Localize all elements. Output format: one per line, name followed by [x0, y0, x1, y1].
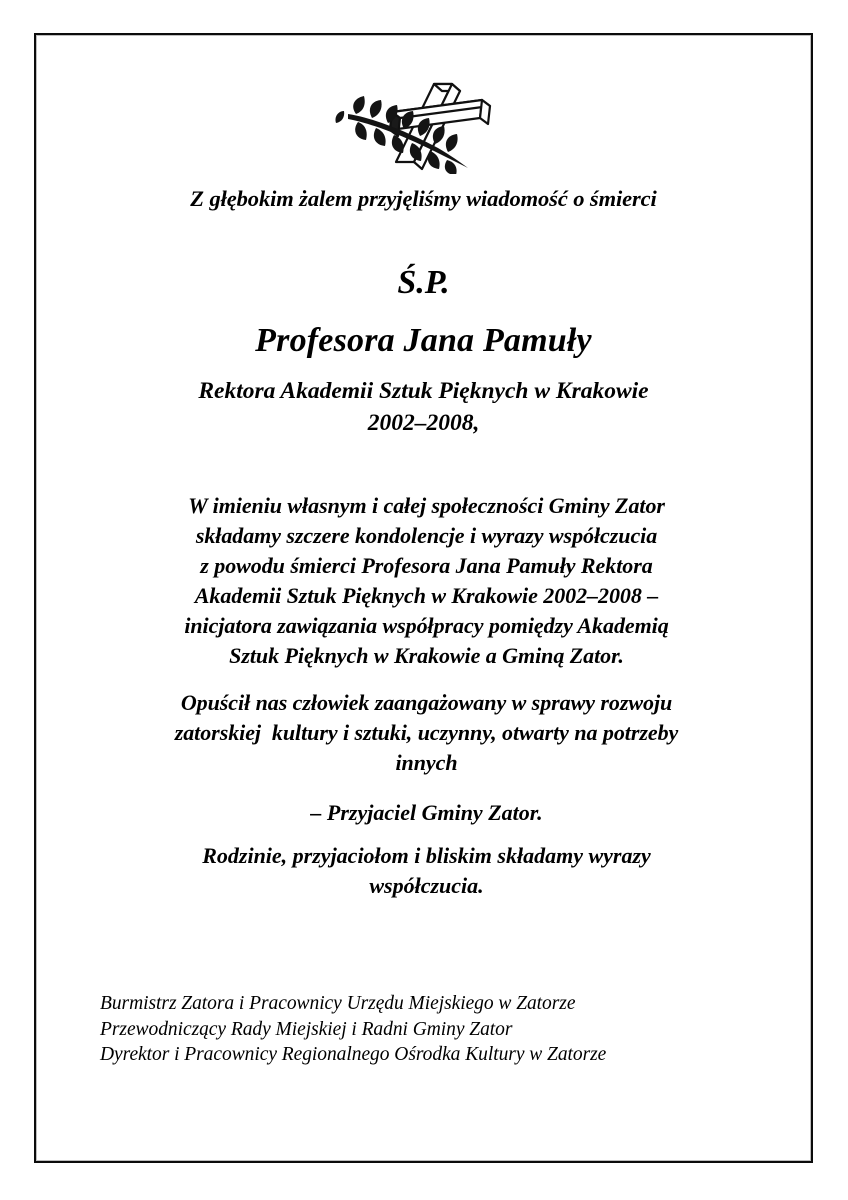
signature-block	[100, 991, 800, 1068]
paragraph-2-line-1: Opuścił nas człowiek zaangażowany w sprawy rozwoju	[180, 690, 673, 715]
signature-line-3: Dyrektor i Pracownicy Regionalnego Ośrodka Kultury w Zatorze	[100, 1044, 607, 1065]
honorific-sp: Ś.P.	[397, 264, 450, 301]
emblem-container	[37, 78, 810, 174]
deceased-role	[37, 376, 810, 439]
condolence-paragraph-4	[77, 841, 776, 901]
condolence-paragraph-2	[77, 688, 776, 778]
paragraph-4-line-2: współczucia.	[369, 873, 484, 898]
lead-text: Z głębokim żalem przyjęliśmy wiadomość o śmierci	[190, 186, 657, 211]
paragraph-1-line-6: Sztuk Pięknych w Krakowie a Gminą Zator.	[229, 643, 624, 668]
paragraph-4-line-1: Rodzinie, przyjaciołom i bliskim składamy wyrazy	[202, 843, 651, 868]
paragraph-2-line-3: innych	[395, 750, 458, 775]
paragraph-1-line-4: Akademii Sztuk Pięknych w Krakowie 2002–2008 –	[194, 583, 659, 608]
paragraph-1-line-5: inicjatora zawiązania współpracy pomiędzy Akademią	[184, 613, 669, 638]
deceased-role-line-2: 2002–2008,	[367, 409, 480, 436]
deceased-role-line-1: Rektora Akademii Sztuk Pięknych w Krakowie	[198, 378, 649, 404]
deceased-name: Profesora Jana Pamuły	[255, 322, 592, 359]
paragraph-1-line-1: W imieniu własnym i całej społeczności Gminy Zator	[188, 493, 665, 518]
page-border-frame	[34, 33, 813, 1163]
condolence-paragraph-1	[85, 491, 768, 671]
condolence-paragraph-3: – Przyjaciel Gminy Zator.	[310, 800, 543, 825]
paragraph-2-line-2: zatorskiej kultury i sztuki, uczynny, otwarty na potrzeby	[174, 720, 679, 745]
paragraph-1-line-2: składamy szczere kondolencje i wyrazy współczucia	[195, 523, 658, 548]
paragraph-1-line-3: z powodu śmierci Profesora Jana Pamuły Rektora	[200, 553, 653, 578]
signature-line-1: Burmistrz Zatora i Pracownicy Urzędu Miejskiego w Zatorze	[100, 993, 576, 1014]
cross-with-palm-branch-icon	[334, 78, 514, 174]
signature-line-2: Przewodniczący Rady Miejskiej i Radni Gminy Zator	[100, 1018, 513, 1040]
notice-content	[37, 36, 810, 1160]
